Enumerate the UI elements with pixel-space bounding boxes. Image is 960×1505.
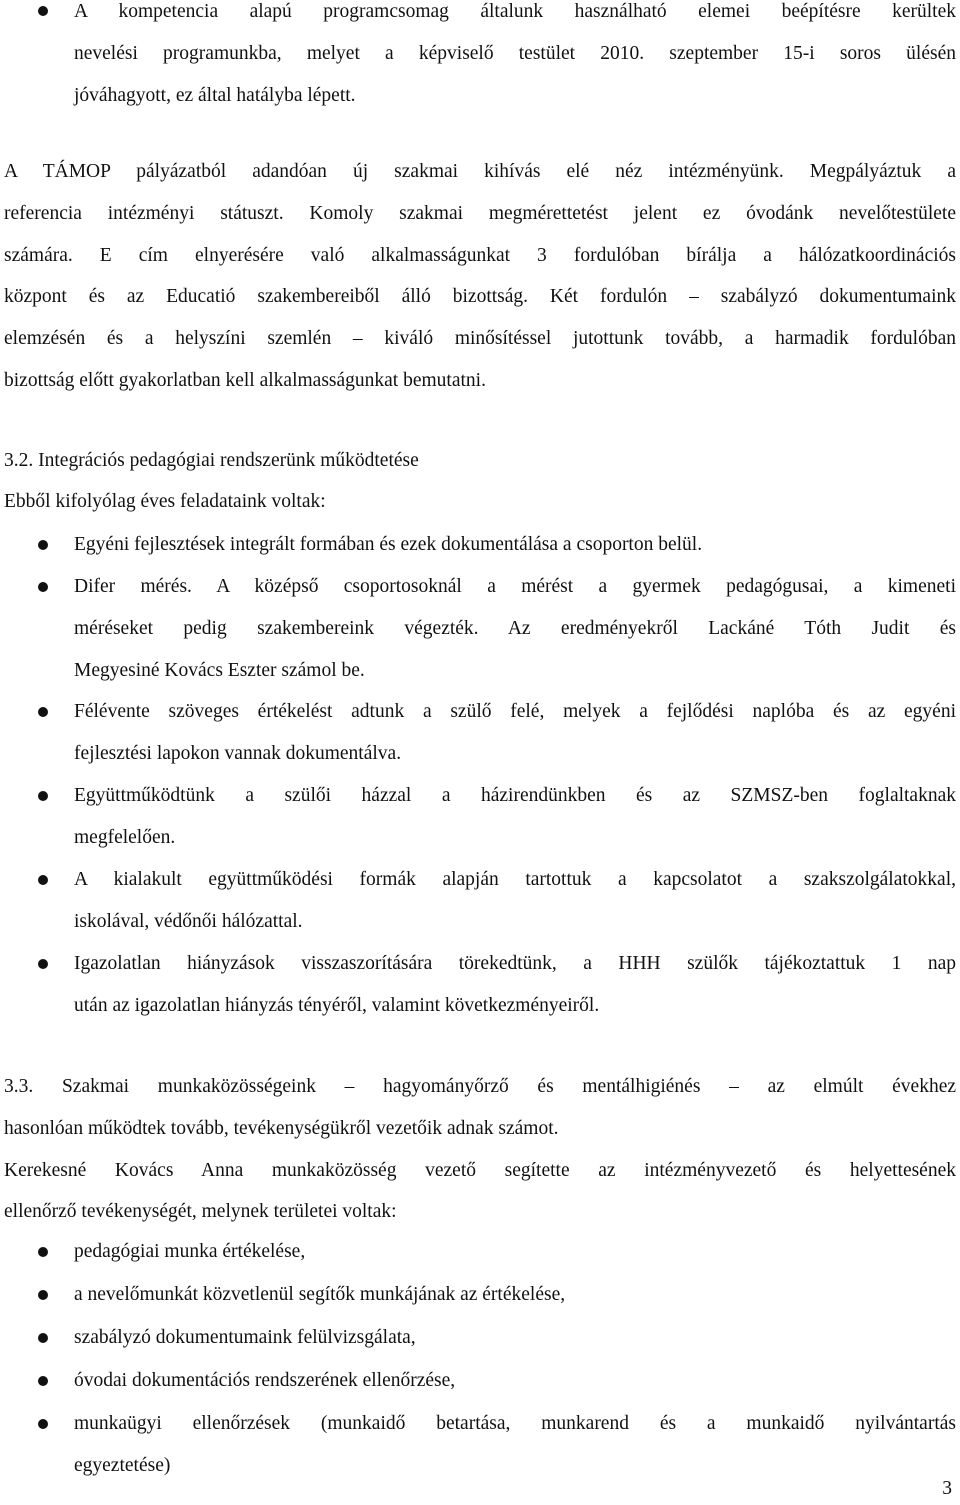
section-3-3 — [4, 1066, 956, 1233]
list-item — [74, 1231, 956, 1273]
text-line: a nevelőmunkát közvetlenül segítők munkájának az értékelése, — [74, 1284, 566, 1305]
bullet-icon — [36, 538, 50, 552]
list-item — [74, 1360, 956, 1402]
text-line: Egyéni fejlesztések integrált formában és ezek dokumentálása a csoporton belül. — [74, 534, 703, 555]
section-intro — [4, 481, 956, 523]
text-line: A kompetencia alapú programcsomag általunk használható elemei beépítésre kerültek — [74, 1, 956, 22]
list-item — [74, 775, 956, 859]
text-line: Kerekesné Kovács Anna munkaközösség vezető segítette az intézményvezető és helyettesének — [4, 1159, 956, 1181]
text-line: A TÁMOP pályázatból adandóan új szakmai kihívás elé néz intézményünk. Megpályáztuk a — [4, 161, 956, 182]
text-line: referencia intézményi státuszt. Komoly szakmai megmérettetést jelent ez óvodánk nevelőtestülete — [4, 202, 956, 224]
bullet-icon — [36, 705, 50, 719]
text-line: munkaügyi ellenőrzések (munkaidő betartása, munkarend és a munkaidő nyilvántartás — [74, 1413, 956, 1434]
bullet-icon — [36, 957, 50, 971]
section-heading-3-2 — [4, 440, 956, 482]
text-line: Együttműködtünk a szülői házzal a házirendünkben és az SZMSZ-ben foglaltaknak — [74, 785, 956, 806]
text-line: 3.3. Szakmai munkaközösségeink – hagyományőrző és mentálhigiénés – az elmúlt évekhez — [4, 1076, 956, 1097]
text-line: megfelelően. — [74, 826, 176, 848]
text-line: ellenőrző tevékenységét, melynek területei voltak: — [4, 1201, 397, 1223]
bullet-icon — [36, 1288, 50, 1302]
bullet-icon — [36, 1417, 50, 1431]
bullet-icon — [36, 1331, 50, 1345]
list-item — [74, 691, 956, 775]
text-line: számára. E cím elnyerésére való alkalmasságunkat 3 fordulóban bírálja a hálózatkoordinációs — [4, 244, 956, 266]
list-item — [74, 943, 956, 1027]
paragraph-tamop — [4, 151, 956, 402]
text-line: A kialakult együttműködési formák alapján tartottuk a kapcsolatot a szakszolgálatokkal, — [74, 869, 956, 890]
text-line: jóváhagyott, ez által hatályba lépett. — [74, 84, 356, 106]
list-item — [74, 1403, 956, 1487]
text-line: iskolával, védőnői hálózattal. — [74, 910, 303, 932]
text-line: méréseket pedig szakembereink végezték. Az eredményekről Lackáné Tóth Judit és — [74, 617, 956, 639]
text-line: Igazolatlan hiányzások visszaszorítására törekedtünk, a HHH szülők tájékoztattuk 1 nap — [74, 953, 956, 974]
text-line: pedagógiai munka értékelése, — [74, 1241, 306, 1262]
list-item — [74, 1317, 956, 1359]
text-line: elemzésén és a helyszíni szemlén – kiváló minősítéssel jutottunk tovább, a harmadik fordulóban — [4, 328, 956, 350]
bullet-icon — [36, 789, 50, 803]
text-line: óvodai dokumentációs rendszerének ellenőrzése, — [74, 1370, 456, 1391]
heading-text: 3.2. Integrációs pedagógiai rendszerünk működtetése — [4, 450, 419, 471]
text-line: hasonlóan működtek tovább, tevékenységükről vezetőik adnak számot. — [4, 1117, 559, 1139]
text-line: egyeztetése) — [74, 1454, 171, 1476]
list-item — [74, 524, 956, 566]
list-item — [74, 859, 956, 943]
text-line: nevelési programunkba, melyet a képviselő testület 2010. szeptember 15-i soros ülésén — [74, 42, 956, 64]
text-line: központ és az Educatió szakembereiből álló bizottság. Két fordulón – szabályzó dokumentumaink — [4, 286, 956, 308]
text-line: után az igazolatlan hiányzás tényéről, valamint következményeiről. — [74, 994, 600, 1016]
bullet-icon — [36, 4, 50, 18]
list-item — [74, 0, 956, 116]
text-line: fejlesztési lapokon vannak dokumentálva. — [74, 742, 402, 764]
page-number: 3 — [942, 1478, 952, 1499]
list-item — [74, 566, 956, 691]
bullet-icon — [36, 873, 50, 887]
bullet-icon — [36, 1245, 50, 1259]
text-line: Difer mérés. A középső csoportosoknál a mérést a gyermek pedagógusai, a kimeneti — [74, 576, 956, 597]
text-line: bizottság előtt gyakorlatban kell alkalmasságunkat bemutatni. — [4, 369, 486, 391]
bullet-icon — [36, 1374, 50, 1388]
text-line: Félévente szöveges értékelést adtunk a szülő felé, melyek a fejlődési naplóba és az egyéni — [74, 701, 956, 722]
list-item — [74, 1274, 956, 1316]
text-line: Megyesiné Kovács Eszter számol be. — [74, 659, 365, 681]
text-line: szabályzó dokumentumaink felülvizsgálata, — [74, 1327, 416, 1348]
bullet-icon — [36, 580, 50, 594]
text-line: Ebből kifolyólag éves feladataink voltak: — [4, 491, 326, 512]
